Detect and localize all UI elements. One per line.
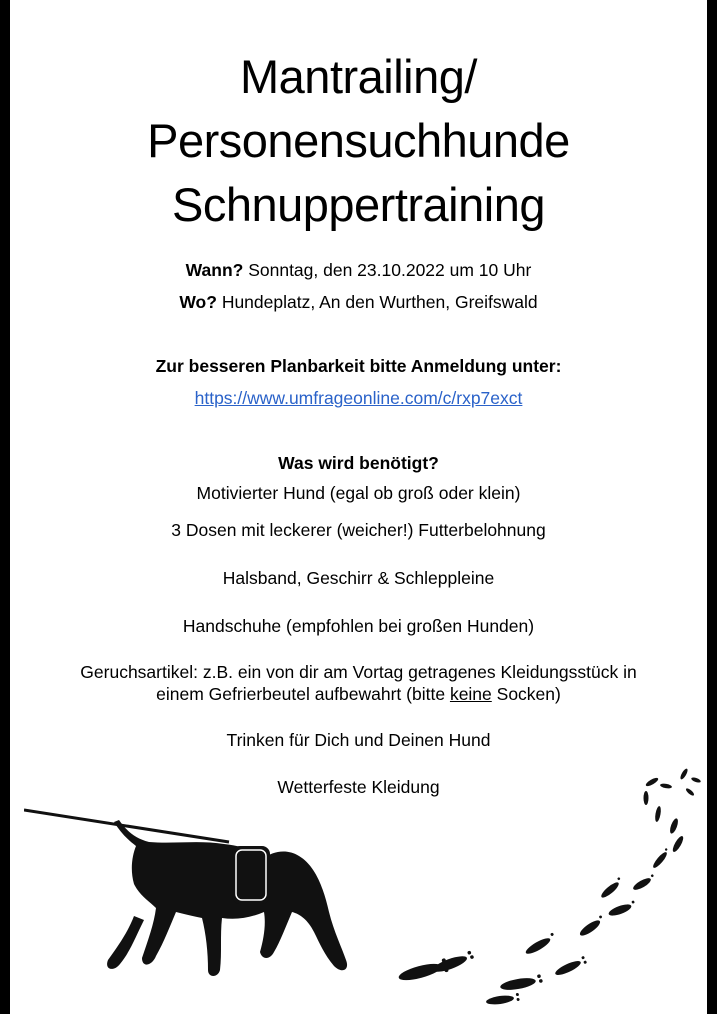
registration-heading: Zur besseren Planbarkeit bitte Anmeldung unter: (155, 356, 562, 376)
needs-item-drinks: Trinken für Dich und Deinen Hund (226, 730, 491, 750)
needs-item-dog: Motivierter Hund (egal ob groß oder klein) (196, 483, 521, 503)
needs-item-gloves: Handschuhe (empfohlen bei großen Hunden) (182, 616, 535, 636)
title-line-3: Schnuppertraining (172, 178, 545, 231)
needs-item-clothing: Wetterfeste Kleidung (277, 777, 440, 797)
when-line (10, 259, 707, 281)
registration-link[interactable]: https://www.umfrageonline.com/c/rxp7exct (194, 388, 523, 408)
title-line-2: Personensuchhunde (147, 114, 570, 167)
needs-item-leash: Halsband, Geschirr & Schleppleine (222, 568, 495, 588)
when-label: Wann? (185, 260, 244, 280)
needs-item-treats: 3 Dosen mit leckerer (weicher!) Futterbelohnung (171, 520, 546, 540)
when-value: Sonntag, den 23.10.2022 um 10 Uhr (248, 260, 532, 280)
footprints-trail-icon (390, 760, 707, 1014)
title-line-1: Mantrailing/ (240, 50, 477, 103)
where-line (10, 291, 707, 313)
scent-text-pre: einem Gefrierbeutel aufbewahrt (bitte (156, 684, 450, 704)
scent-text-emphasis: keine (449, 684, 492, 704)
where-label: Wo? (179, 292, 217, 312)
needs-item-scent-article-line2 (10, 683, 707, 705)
dog-silhouette-icon (24, 800, 354, 980)
needs-item-scent-article-line1: Geruchsartikel: z.B. ein von dir am Vortag getragenes Kleidungsstück in (80, 662, 637, 682)
where-value: Hundeplatz, An den Wurthen, Greifswald (221, 292, 538, 312)
scent-text-post: Socken) (491, 684, 561, 704)
flyer-page (10, 0, 707, 1014)
needs-heading: Was wird benötigt? (278, 453, 439, 473)
registration-link-line (10, 387, 707, 409)
